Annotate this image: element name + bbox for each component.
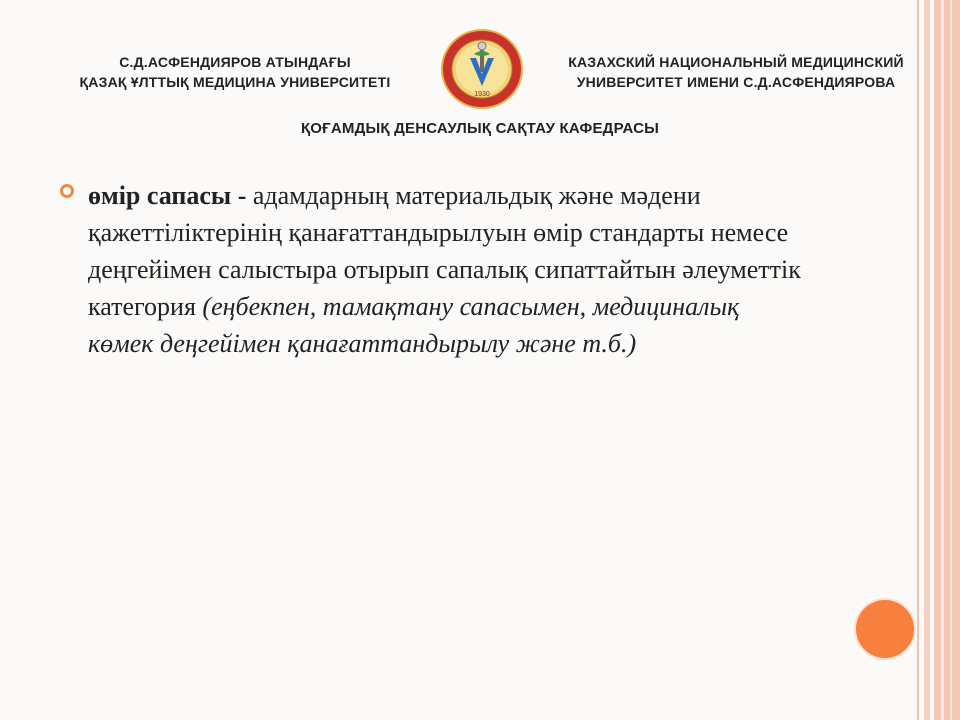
header-left-line2: ҚАЗАҚ ҰЛТТЫҚ МЕДИЦИНА УНИВЕРСИТЕТІ <box>79 74 391 90</box>
definition-note: (еңбекпен, тамақтану сапасымен, медициналық көмек деңгейімен қанағаттандырылу және т.б.) <box>88 292 740 358</box>
university-name-russian <box>548 52 924 92</box>
university-name-kazakh <box>52 52 418 92</box>
decor-circle <box>856 600 914 658</box>
decor-stripe <box>941 0 944 720</box>
bullet-icon <box>60 184 74 198</box>
department-title: ҚОҒАМДЫҚ ДЕНСАУЛЫҚ САҚТАУ КАФЕДРАСЫ <box>300 120 660 137</box>
definition: адамдарның материальдық және мәдени қажеттіліктерінің қанағаттандырылуын өмір стандарты немесе деңгейімен салыстыра отырып сапалық сипаттайтын әлеуметтік категория <box>88 181 801 321</box>
definition-paragraph <box>88 177 808 362</box>
university-logo <box>440 28 524 110</box>
logo-year: 1930 <box>474 91 490 98</box>
header-right-line1: КАЗАХСКИЙ НАЦИОНАЛЬНЫЙ МЕДИЦИНСКИЙ <box>568 54 904 70</box>
header-left-line1: С.Д.АСФЕНДИЯРОВ АТЫНДАҒЫ <box>119 54 351 70</box>
term: өмір сапасы - <box>88 181 253 210</box>
decor-stripe <box>924 0 930 720</box>
decor-stripe <box>950 0 952 720</box>
decor-stripe <box>917 0 919 720</box>
header-right-line2: УНИВЕРСИТЕТ ИМЕНИ С.Д.АСФЕНДИЯРОВА <box>576 74 896 90</box>
decor-stripe <box>934 0 960 720</box>
